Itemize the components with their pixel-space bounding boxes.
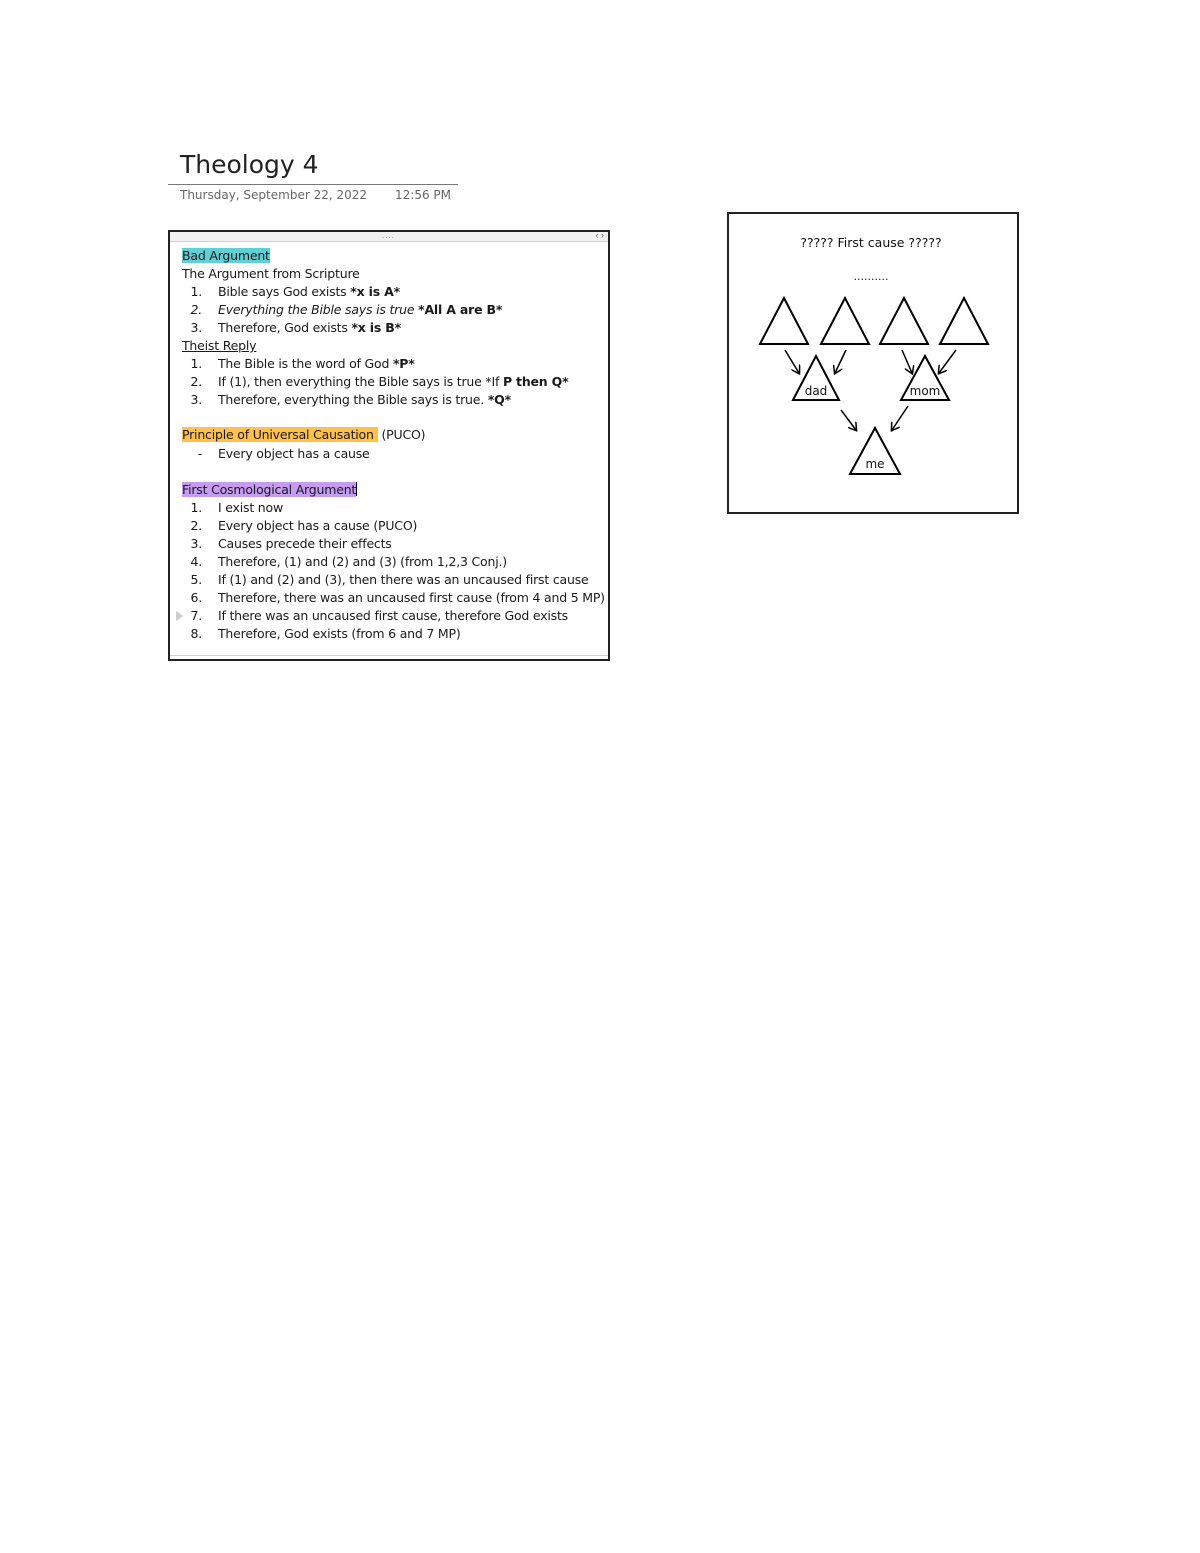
bad-argument-heading-text: Bad Argument [182,248,270,263]
cause-arrow [939,350,956,373]
list-item: 8. Therefore, God exists (from 6 and 7 MP) [190,626,461,641]
list-item: 1. Bible says God exists *x is A* [190,284,400,299]
list-item: 2. Everything the Bible says is true *All A are B* [190,302,503,317]
title-underline [168,184,458,185]
page-title: Theology 4 [180,150,319,179]
diagram-title: ????? First cause ????? [800,235,942,250]
cause-arrow [785,350,799,373]
mom-label: mom [909,384,941,398]
note-container[interactable] [168,230,610,661]
page-time: 12:56 PM [395,188,452,202]
diagram-ellipsis: .......... [853,270,889,283]
paragraph-handle-icon[interactable] [176,611,183,621]
dad-label: dad [804,384,828,398]
list-item: 3. Causes precede their effects [190,536,392,551]
list-item: 2. If (1), then everything the Bible says is true *If P then Q* [190,374,569,389]
me-label: me [865,457,885,471]
ancestor-triangle [760,298,808,344]
ancestor-triangle [940,298,988,344]
ancestor-triangle [821,298,869,344]
note-container-topbar[interactable] [170,232,608,242]
first-cause-drawing [729,214,1017,512]
text-caret [356,482,357,496]
page-date-line [180,188,451,202]
cosmological-heading: First Cosmological Argument [182,482,357,497]
resize-arrows-icon[interactable]: ‹ › [595,230,604,240]
list-item[interactable]: 7. If there was an uncaused first cause, therefore God exists [182,608,202,624]
list-item: - Every object has a cause [197,446,370,461]
list-item: 1. The Bible is the word of God *P* [190,356,415,371]
cause-arrow [841,410,856,430]
list-item: 5. If (1) and (2) and (3), then there was an uncaused first cause [190,572,589,587]
drag-handle-icon[interactable]: .... [382,231,395,240]
cause-arrow [902,350,912,373]
list-item: 3. Therefore, God exists *x is B* [190,320,401,335]
puco-heading: Principle of Universal Causation (PUCO) [182,427,426,442]
ancestor-triangle [880,298,928,344]
note-container-bottom-rule [170,655,608,656]
cause-arrow [892,406,908,430]
list-item: 3. Therefore, everything the Bible says is true. *Q* [190,392,511,407]
page-date: Thursday, September 22, 2022 [180,188,368,202]
bad-argument-heading [182,248,270,264]
theist-reply-heading: Theist Reply [182,338,257,353]
cause-arrow [835,350,846,373]
list-item: 1. I exist now [190,500,283,515]
list-item: 6. Therefore, there was an uncaused first cause (from 4 and 5 MP) [190,590,605,605]
list-item: 2. Every object has a cause (PUCO) [190,518,418,533]
first-cause-diagram [727,212,1019,514]
argument-from-scripture: The Argument from Scripture [182,266,360,281]
list-item: 4. Therefore, (1) and (2) and (3) (from 1,2,3 Conj.) [190,554,507,569]
